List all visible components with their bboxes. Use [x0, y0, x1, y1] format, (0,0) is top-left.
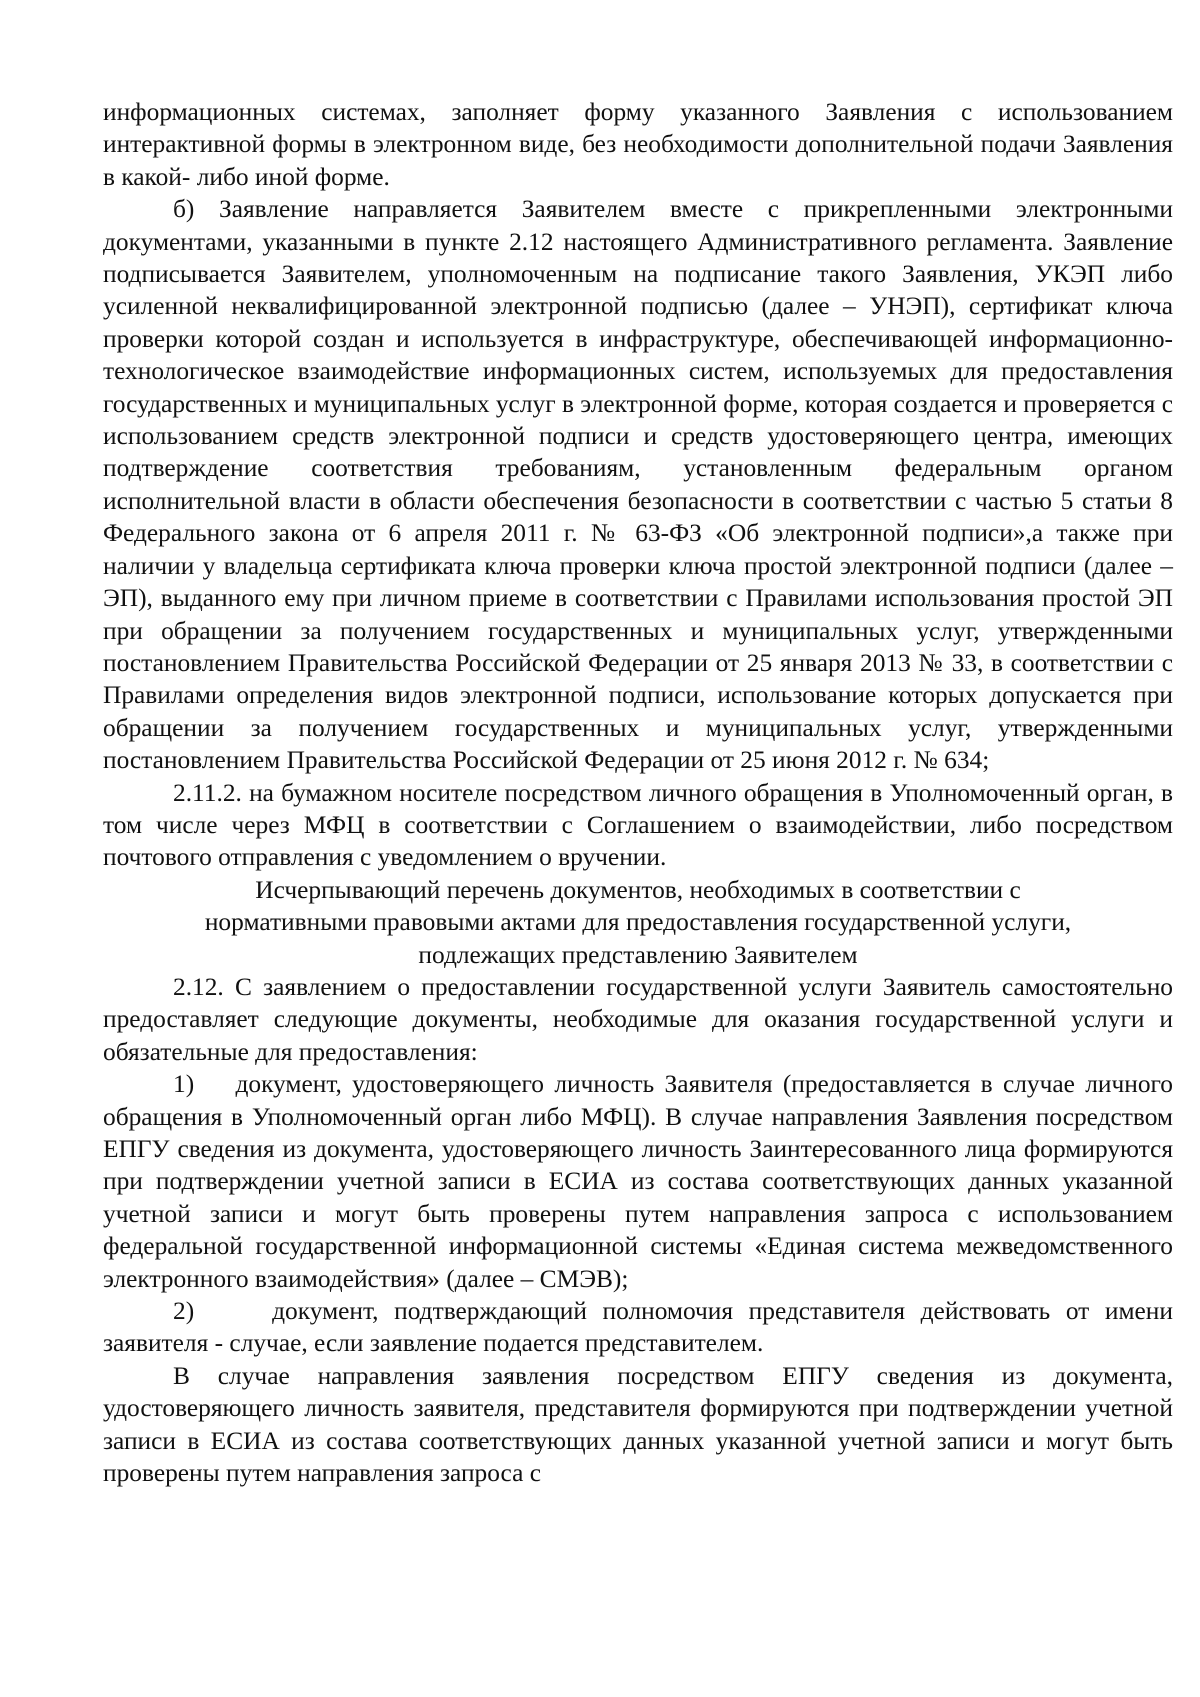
list-item-number: 1) — [173, 1070, 195, 1099]
paragraph-continuation: информационных системах, заполняет форму указанного Заявления с использованием интерактивной формы в электронном виде, без необходимости дополнительной подачи Заявления в какой- либо иной форме. — [103, 98, 1173, 191]
list-item-number: 2) — [173, 1297, 195, 1326]
document-page — [103, 96, 1173, 1489]
paragraph-2-11-2: 2.11.2. на бумажном носителе посредством личного обращения в Уполномоченный орган, в том числе через МФЦ в соответствии с Соглашением о взаимодействии, либо посредством почтового отправления с уведомлением о вручении. — [103, 778, 1173, 872]
list-item-1 — [103, 1068, 1173, 1295]
heading-line: Исчерпывающий перечень документов, необходимых в соответствии с — [255, 875, 1021, 904]
list-item-text: документ, подтверждающий полномочия представителя действовать от имени заявителя - случае, если заявление подается представителем. — [103, 1297, 1173, 1358]
heading-line: подлежащих представлению Заявителем — [418, 940, 858, 969]
list-item-2 — [103, 1295, 1173, 1360]
heading-line: нормативными правовыми актами для предоставления государственной услуги, — [204, 908, 1072, 937]
section-heading — [103, 874, 1173, 971]
paragraph-2-12-intro: 2.12. С заявлением о предоставлении государственной услуги Заявитель самостоятельно предоставляет следующие документы, необходимые для оказания государственной услуги и обязательные для предоставления: — [103, 972, 1173, 1066]
paragraph-closing: В случае направления заявления посредством ЕПГУ сведения из документа, удостоверяющего личность заявителя, представителя формируются при подтверждении учетной записи в ЕСИА из состава соответствующих данных указанной учетной записи и могут быть проверены путем направления запроса с — [103, 1361, 1173, 1488]
list-item-text: документ, удостоверяющего личность Заявителя (предоставляется в случае личного обращения в Уполномоченный орган либо МФЦ). В случае направления Заявления посредством ЕПГУ сведения из документа, удостоверяющего личность Заинтересованного лица формируются при подтверждении учетной записи в ЕСИА из состава соответствующих данных указанной учетной записи и могут быть проверены путем направления запроса с использованием федеральной государственной информационной системы «Единая система межведомственного электронного взаимодействия» (далее – СМЭВ); — [103, 1070, 1173, 1293]
paragraph-item-b: б) Заявление направляется Заявителем вместе с прикрепленными электронными документами, указанными в пункте 2.12 настоящего Административного регламента. Заявление подписывается Заявителем, уполномоченным на подписание такого Заявления, УКЭП либо усиленной неквалифицированной электронной подписью (далее – УНЭП), сертификат ключа проверки которой создан и используется в инфраструктуре, обеспечивающей информационно-технологическое взаимодействие информационных систем, используемых для предоставления государственных и муниципальных услуг в электронной форме, которая создается и проверяется с использованием средств электронной подписи и средств удостоверяющего центра, имеющих подтверждение соответствия требованиям, установленным федеральным органом исполнительной власти в области обеспечения безопасности в соответствии с частью 5 статьи 8 Федерального закона от 6 апреля 2011 г. № 63-ФЗ «Об электронной подписи»,а также при наличии у владельца сертификата ключа проверки ключа простой электронной подписи (далее – ЭП), выданного ему при личном приеме в соответствии с Правилами использования простой ЭП при обращении за получением государственных и муниципальных услуг, утвержденными постановлением Правительства Российской Федерации от 25 января 2013 № 33, в соответствии с Правилами определения видов электронной подписи, использование которых допускается при обращении за получением государственных и муниципальных услуг, утвержденными постановлением Правительства Российской Федерации от 25 июня 2012 г. № 634; — [103, 195, 1173, 775]
